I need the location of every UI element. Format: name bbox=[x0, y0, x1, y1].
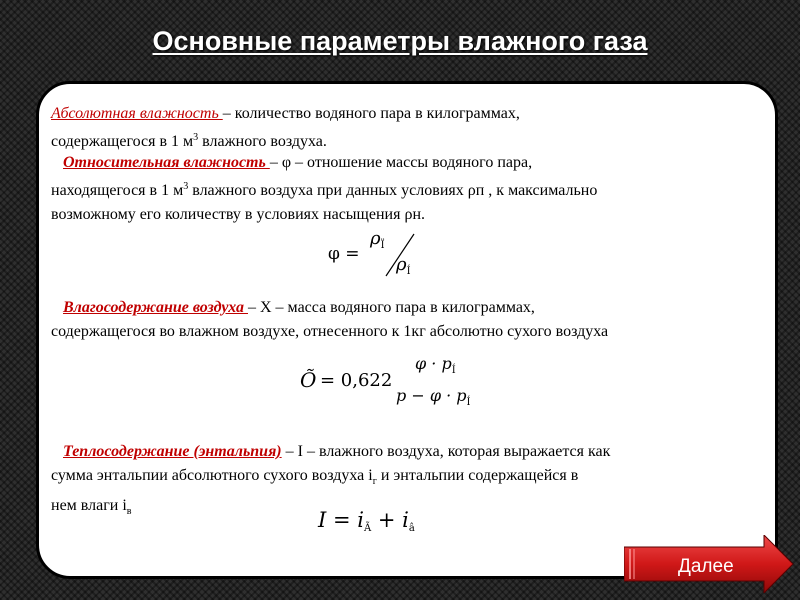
enthalpy-term: Теплосодержание (энтальпия) bbox=[63, 443, 282, 460]
next-button-label: Далее bbox=[678, 556, 734, 577]
enthalpy-sub-1: г bbox=[372, 476, 377, 487]
moisture-content-term: Влагосодержание воздуха bbox=[63, 299, 248, 316]
formula3-sub-2: â bbox=[408, 523, 415, 534]
relative-humidity-paragraph bbox=[51, 151, 771, 227]
absolute-humidity-text-2b: влажного воздуха. bbox=[198, 133, 327, 150]
slide-title: Основные параметры влажного газа bbox=[152, 26, 648, 56]
cubic-sup: 3 bbox=[193, 132, 199, 143]
relative-humidity-text-1: – φ – отношение массы водяного пара, bbox=[269, 154, 533, 171]
formula2-num: $\varphi \cdot p_Í$ bbox=[415, 354, 456, 376]
relative-humidity-term: Относительная влажность bbox=[63, 154, 270, 171]
relative-humidity-text-3: возможному его количеству в условиях насыщения ρн. bbox=[51, 206, 425, 223]
relative-humidity-text-2a: находящегося в 1 м bbox=[51, 182, 184, 199]
absolute-humidity-text-1: – количество водяного пара в килограммах, bbox=[222, 105, 520, 122]
enthalpy-text-1: – I – влажного воздуха, которая выражается как bbox=[281, 443, 611, 460]
moisture-content-text-1: – Х – масса водяного пара в килограммах, bbox=[248, 299, 535, 316]
enthalpy-text-2a: сумма энтальпии абсолютного сухого воздуха i bbox=[51, 467, 373, 484]
enthalpy-text-3a: нем влаги i bbox=[51, 497, 127, 514]
relative-humidity-formula bbox=[328, 228, 428, 280]
absolute-humidity-term: Абсолютная влажность bbox=[51, 105, 223, 122]
formula2-eq: = 0,622 bbox=[320, 370, 393, 391]
cubic-sup-2: 3 bbox=[183, 181, 189, 192]
formula3-sub-1: Ã bbox=[363, 523, 372, 534]
moisture-content-text-2: содержащегося во влажном воздухе, отнесенного к 1кг абсолютно сухого воздуха bbox=[51, 323, 609, 340]
relative-humidity-text-2b: влажного воздуха при данных условиях ρп , к максимально bbox=[188, 182, 598, 199]
formula2-lhs: Õ bbox=[300, 368, 317, 392]
formula1-lhs: φ = bbox=[328, 244, 360, 264]
enthalpy-text-2b: и энтальпии содержащейся в bbox=[376, 467, 579, 484]
next-button[interactable] bbox=[624, 535, 794, 593]
moisture-content-paragraph bbox=[51, 296, 771, 344]
formula3-lhs: I = i bbox=[318, 508, 364, 532]
absolute-humidity-paragraph bbox=[51, 102, 771, 154]
formula3-plus: + i bbox=[371, 508, 409, 532]
enthalpy-sub-2: в bbox=[126, 506, 132, 517]
formula1-den: $\rho_Í$ bbox=[396, 254, 411, 277]
formula1-num: $\rho_Ï$ bbox=[370, 228, 385, 251]
formula2-den: $p - \varphi \cdot p_Í$ bbox=[396, 386, 471, 408]
moisture-content-formula bbox=[300, 354, 480, 412]
enthalpy-formula bbox=[318, 508, 415, 534]
absolute-humidity-text-2a: содержащегося в 1 м bbox=[51, 133, 194, 150]
